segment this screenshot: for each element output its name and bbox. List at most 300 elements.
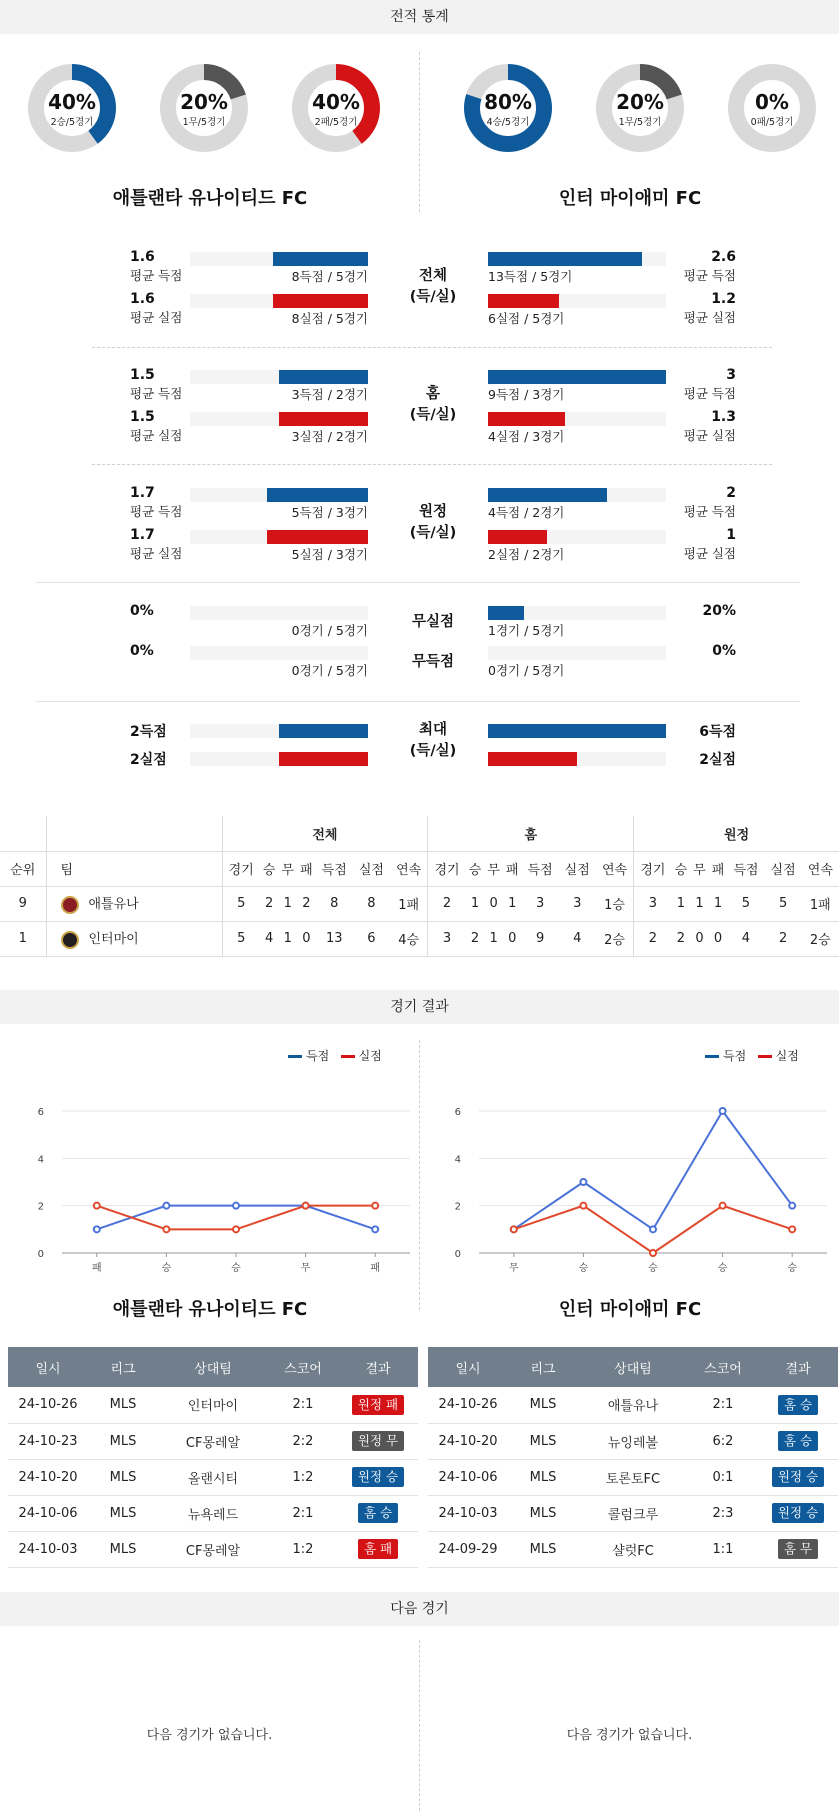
- team-logo: [61, 896, 79, 914]
- col-header: 경기: [434, 863, 460, 878]
- home-max-ga: 2실점: [130, 752, 167, 768]
- result-badge-cell: [758, 1423, 838, 1459]
- away-stat-cell: 2: [676, 931, 686, 946]
- result-date: 24-10-03: [8, 1531, 88, 1567]
- away-max-gf: 6득점: [699, 724, 736, 740]
- home-avg-gf-value: 1.7: [130, 485, 155, 501]
- total-stat-cell: 0: [302, 931, 311, 946]
- table-row: [428, 1387, 838, 1423]
- col-header: 패: [300, 863, 313, 878]
- away-next-empty: 다음 경기가 없습니다.: [566, 1728, 693, 1743]
- goals-for-bar: [267, 488, 368, 502]
- category-label-home: [393, 384, 473, 426]
- stat-label: 평균 득점: [130, 386, 183, 401]
- goals-for-bar: [488, 488, 607, 502]
- donut-record: 4승/5경기: [486, 117, 530, 128]
- stats-section-header: 전적 통계: [0, 0, 839, 34]
- bar-track: [190, 606, 368, 620]
- donut-percent: 40%: [48, 90, 96, 114]
- result-opp: 뉴욕레드: [158, 1495, 268, 1531]
- home-stat-cell: 1: [470, 896, 480, 911]
- donut-percent: 20%: [616, 90, 664, 114]
- away-stat-cell: 1: [695, 896, 704, 911]
- results-col-header: 결과: [338, 1347, 418, 1387]
- donut-record: 2패/5경기: [314, 117, 358, 128]
- away-results-grid: [428, 1347, 838, 1568]
- team-cell: [46, 921, 222, 956]
- away-stat-cell: 2: [778, 931, 788, 946]
- total-stat-cell: 2: [302, 896, 311, 911]
- away-avg-gf-value: 2: [726, 485, 736, 501]
- stat-detail: 13득점 / 5경기: [488, 269, 573, 284]
- y-tick-label: 2: [37, 1201, 44, 1213]
- group-1: 홈: [428, 816, 634, 851]
- result-opp: 토론토FC: [578, 1459, 688, 1495]
- away-avg-gf-value: 0%: [712, 643, 736, 659]
- donut-percent: 0%: [755, 90, 789, 114]
- away-avg-gf-value: 20%: [702, 603, 736, 619]
- team-header: 팀: [46, 851, 222, 886]
- home-stat-cell: 0: [508, 931, 517, 946]
- x-tick-label: 승: [648, 1263, 658, 1274]
- category-title: 원정: [418, 504, 447, 520]
- legend-gf: 득점: [306, 1049, 330, 1063]
- category-label-noscore: [393, 652, 473, 673]
- result-score: 6:2: [688, 1423, 758, 1459]
- home-donut-0: [26, 62, 118, 154]
- col-header: 승: [468, 863, 482, 878]
- category-title: 최대: [418, 722, 447, 738]
- result-league: MLS: [88, 1423, 158, 1459]
- home-stat-cell: 2승: [596, 921, 634, 956]
- team-cell: [46, 886, 222, 921]
- y-tick-label: 0: [454, 1249, 461, 1260]
- total-stat-cell: 5: [237, 896, 246, 911]
- home-max-gf: 2득점: [130, 724, 167, 740]
- table-row: [8, 1387, 418, 1423]
- results-col-header: 리그: [508, 1347, 578, 1387]
- result-opp: 뉴잉레볼: [578, 1423, 688, 1459]
- away-donut-2: [726, 62, 818, 154]
- results-col-header: 일시: [428, 1347, 508, 1387]
- empty-cell: [46, 816, 222, 851]
- away-avg-ga-value: 1.2: [711, 291, 736, 307]
- away-stat-cell: 1: [713, 896, 723, 911]
- home-team-name: 애틀랜타 유나이티드 FC: [112, 188, 308, 209]
- results-col-header: 일시: [8, 1347, 88, 1387]
- donut-percent: 40%: [312, 90, 360, 114]
- result-badge: 원정 승: [772, 1467, 824, 1487]
- result-date: 24-09-29: [428, 1531, 508, 1567]
- x-tick-label: 패: [370, 1263, 381, 1274]
- result-league: MLS: [508, 1531, 578, 1567]
- divider: [36, 701, 800, 702]
- stat-label: 평균 실점: [683, 428, 736, 443]
- col-header: 경기: [228, 863, 254, 878]
- stat-detail: 5실점 / 3경기: [291, 547, 368, 562]
- home-stat-cell: 2: [442, 896, 452, 911]
- home-avg-ga-value: 1.5: [130, 409, 155, 425]
- col-header: 실점: [564, 863, 590, 878]
- result-badge-cell: [338, 1459, 418, 1495]
- team-name: 애틀유나: [88, 897, 139, 913]
- donut-record: 0패/5경기: [750, 117, 794, 128]
- category-sub: (득/실): [409, 289, 457, 305]
- results-col-header: 스코어: [268, 1347, 338, 1387]
- home-avg-gf-value: 1.6: [130, 249, 155, 265]
- table-row: [8, 1531, 418, 1567]
- category-label-max: [393, 720, 473, 762]
- stat-label: 평균 실점: [683, 310, 736, 325]
- home-stat-cell: 9: [535, 931, 545, 946]
- home-avg-ga-value: 1.7: [130, 527, 155, 543]
- home-stat-cell: 4: [573, 931, 582, 946]
- x-tick-label: 승: [717, 1263, 728, 1274]
- table-row: [8, 1495, 418, 1531]
- x-tick-label: 무: [300, 1263, 311, 1274]
- data-point: [511, 1226, 517, 1232]
- result-score: 2:3: [688, 1495, 758, 1531]
- goals-for-bar: [488, 606, 524, 620]
- result-badge-cell: [758, 1531, 838, 1567]
- group-0: 전체: [222, 816, 428, 851]
- data-point: [720, 1108, 726, 1114]
- results-col-header: 상대팀: [578, 1347, 688, 1387]
- away-avg-ga-value: 1.3: [711, 409, 736, 425]
- away-avg-ga-value: 1: [726, 527, 736, 543]
- home-stat-cell: 3: [442, 931, 452, 946]
- table-row: [0, 886, 839, 921]
- away-stat-cell: 5: [741, 896, 751, 911]
- bar-track: [190, 646, 368, 660]
- away-donut-0: [462, 62, 554, 154]
- stat-label: 평균 득점: [130, 504, 183, 519]
- legend-ga: 실점: [358, 1049, 382, 1063]
- total-stat-cell: 2: [265, 896, 274, 911]
- away-result-chart: [447, 1085, 837, 1275]
- result-date: 24-10-06: [8, 1495, 88, 1531]
- empty-cell: [0, 816, 46, 851]
- standings-grid: [0, 816, 839, 957]
- result-league: MLS: [508, 1459, 578, 1495]
- category-sub: (득/실): [409, 407, 457, 423]
- category-sub: (득/실): [409, 743, 457, 759]
- stat-detail: 4득점 / 2경기: [488, 505, 565, 520]
- away-avg-gf-value: 2.6: [711, 249, 736, 265]
- result-badge: 홈 승: [358, 1503, 398, 1523]
- home-stat-cell: 0: [489, 896, 498, 911]
- y-tick-label: 6: [454, 1107, 461, 1118]
- next-section-header: 다음 경기: [0, 1592, 839, 1626]
- results-col-header: 상대팀: [158, 1347, 268, 1387]
- data-point: [233, 1203, 239, 1209]
- home-results-grid: [8, 1347, 418, 1568]
- results-col-header: 리그: [88, 1347, 158, 1387]
- donut-record: 2승/5경기: [50, 117, 94, 128]
- col-header: 득점: [321, 863, 347, 878]
- total-stat-cell: 4: [265, 931, 274, 946]
- away-stat-cell: 3: [648, 896, 658, 911]
- result-badge: 홈 승: [778, 1395, 818, 1415]
- category-label-away: [393, 502, 473, 544]
- result-league: MLS: [88, 1495, 158, 1531]
- data-point: [650, 1250, 656, 1256]
- goals-for-bar: [279, 370, 368, 384]
- home-avg-gf-value: 0%: [130, 643, 154, 659]
- col-header: 승: [674, 863, 688, 878]
- divider: [36, 582, 800, 583]
- stat-detail: 4실점 / 3경기: [488, 429, 565, 444]
- goals-against-bar: [488, 530, 547, 544]
- data-point: [163, 1203, 169, 1209]
- result-score: 1:2: [268, 1459, 338, 1495]
- data-point: [303, 1203, 309, 1209]
- home-stat-cell: 3: [535, 896, 545, 911]
- goals-against-bar: [279, 412, 368, 426]
- home-stat-cell: 1: [489, 931, 498, 946]
- result-opp: 애틀유나: [578, 1387, 688, 1423]
- result-badge-cell: [338, 1423, 418, 1459]
- table-row: [8, 1423, 418, 1459]
- result-score: 0:1: [688, 1459, 758, 1495]
- col-header: 승: [262, 863, 276, 878]
- x-tick-label: 승: [578, 1263, 589, 1274]
- col-header: 패: [711, 863, 725, 878]
- result-badge: 홈 무: [778, 1539, 818, 1559]
- away-avg-gf-value: 3: [726, 367, 736, 383]
- category-title: 홈: [425, 386, 440, 402]
- away-stat-cell: 0: [695, 931, 704, 946]
- results-header-row: [8, 1347, 418, 1387]
- data-point: [94, 1203, 100, 1209]
- home-result-chart: [30, 1085, 420, 1275]
- data-point: [789, 1226, 795, 1232]
- total-stat-cell: 6: [367, 931, 376, 946]
- divider: [92, 347, 772, 348]
- stat-detail: 3실점 / 2경기: [291, 429, 368, 444]
- group-header-row: [0, 816, 839, 851]
- stat-detail: 0경기 / 5경기: [291, 623, 368, 638]
- result-badge-cell: [338, 1495, 418, 1531]
- result-date: 24-10-03: [428, 1495, 508, 1531]
- col-header: 무: [487, 863, 500, 878]
- result-badge-cell: [338, 1531, 418, 1567]
- result-opp: 콜럼크루: [578, 1495, 688, 1531]
- legend-ga-swatch: [758, 1055, 772, 1058]
- stat-label: 평균 득점: [683, 504, 736, 519]
- divider: [92, 464, 772, 465]
- away-donut-1: [594, 62, 686, 154]
- stat-detail: 8실점 / 5경기: [291, 311, 368, 326]
- away-stat-cell: 1패: [809, 898, 831, 913]
- col-header: 패: [505, 863, 519, 878]
- table-row: [428, 1459, 838, 1495]
- result-badge-cell: [758, 1459, 838, 1495]
- team-name: 인터마이: [88, 932, 139, 948]
- stat-detail: 9득점 / 3경기: [488, 387, 565, 402]
- stat-label: 평균 득점: [130, 268, 183, 283]
- result-badge-cell: [338, 1387, 418, 1423]
- rank-header: 순위: [0, 851, 46, 886]
- donut-record: 1무/5경기: [618, 117, 662, 128]
- away-stat-cell: 2: [648, 931, 658, 946]
- team-logo: [61, 931, 79, 949]
- column-header-row: [0, 851, 839, 886]
- home-donut-1: [158, 62, 250, 154]
- result-badge: 원정 승: [772, 1503, 824, 1523]
- goals-for-bar: [273, 252, 368, 266]
- stat-label: 평균 실점: [130, 546, 183, 561]
- away-stat-cell: 5: [778, 896, 788, 911]
- table-row: [8, 1459, 418, 1495]
- data-point: [580, 1203, 586, 1209]
- result-league: MLS: [508, 1423, 578, 1459]
- table-row: [428, 1495, 838, 1531]
- series-line-goals-for: [514, 1111, 792, 1229]
- x-tick-label: 무: [508, 1263, 519, 1274]
- team-divider: [419, 52, 420, 212]
- group-2: 원정: [724, 827, 750, 843]
- away-chart-legend: [705, 1047, 799, 1064]
- result-league: MLS: [88, 1459, 158, 1495]
- x-tick-label: 승: [787, 1263, 798, 1274]
- goals-against-bar: [267, 530, 368, 544]
- category-title: 무득점: [411, 654, 455, 670]
- stat-detail: 1경기 / 5경기: [488, 623, 565, 638]
- data-point: [650, 1226, 656, 1232]
- col-header: 경기: [640, 863, 666, 878]
- home-avg-ga-value: 1.6: [130, 291, 155, 307]
- result-score: 2:1: [268, 1387, 338, 1423]
- result-league: MLS: [88, 1387, 158, 1423]
- goals-for-bar: [488, 252, 642, 266]
- goals-against-bar: [488, 412, 565, 426]
- category-title: 전체: [418, 268, 447, 284]
- stat-detail: 0경기 / 5경기: [488, 663, 565, 678]
- result-opp: 올랜시티: [158, 1459, 268, 1495]
- results-section-header: 경기 결과: [0, 990, 839, 1024]
- goals-for-bar: [488, 370, 666, 384]
- result-date: 24-10-20: [428, 1423, 508, 1459]
- legend-gf-swatch: [288, 1055, 302, 1058]
- home-avg-gf-value: 0%: [130, 603, 154, 619]
- y-tick-label: 4: [37, 1154, 44, 1166]
- rank-cell: 9: [0, 886, 46, 921]
- y-tick-label: 0: [37, 1249, 44, 1260]
- x-tick-label: 승: [231, 1263, 241, 1274]
- rank-cell: 1: [0, 921, 46, 956]
- result-score: 2:2: [268, 1423, 338, 1459]
- home-stat-cell: 1: [508, 896, 517, 911]
- total-stat-cell: 8: [330, 896, 339, 911]
- away-team-name: 인터 마이애미 FC: [558, 188, 702, 209]
- bar-track: [488, 646, 666, 660]
- result-opp: CF몽레알: [158, 1531, 268, 1567]
- col-header: 연속: [596, 851, 634, 886]
- data-point: [580, 1179, 586, 1185]
- result-date: 24-10-20: [8, 1459, 88, 1495]
- legend-ga-swatch: [341, 1055, 355, 1058]
- stat-label: 평균 실점: [130, 310, 183, 325]
- result-score: 1:2: [268, 1531, 338, 1567]
- col-header: 무: [281, 863, 295, 878]
- home-stat-cell: 2: [470, 931, 480, 946]
- result-date: 24-10-23: [8, 1423, 88, 1459]
- data-point: [789, 1203, 795, 1209]
- stat-detail: 0경기 / 5경기: [291, 663, 368, 678]
- stat-label: 평균 득점: [683, 268, 736, 283]
- results-header-row: [428, 1347, 838, 1387]
- result-score: 2:1: [268, 1495, 338, 1531]
- results-col-header: 결과: [758, 1347, 838, 1387]
- home-stat-cell: 1승: [596, 886, 634, 921]
- result-badge: 홈 승: [778, 1431, 818, 1451]
- stat-detail: 6실점 / 5경기: [488, 311, 565, 326]
- max-conceded-bar: [279, 752, 368, 766]
- data-point: [163, 1226, 169, 1232]
- results-col-header: 스코어: [688, 1347, 758, 1387]
- col-header: 득점: [527, 863, 553, 878]
- goals-against-bar: [273, 294, 368, 308]
- result-league: MLS: [508, 1387, 578, 1423]
- home-avg-gf-value: 1.5: [130, 367, 155, 383]
- result-date: 24-10-26: [8, 1387, 88, 1423]
- x-tick-label: 패: [91, 1263, 102, 1274]
- result-opp: 샬럿FC: [578, 1531, 688, 1567]
- result-league: MLS: [508, 1495, 578, 1531]
- category-label-total: [393, 266, 473, 308]
- category-title: 무실점: [411, 614, 455, 630]
- max-conceded-bar: [488, 752, 577, 766]
- col-header: 연속: [807, 863, 833, 878]
- legend-gf-swatch: [705, 1055, 719, 1058]
- home-next-empty: 다음 경기가 없습니다.: [146, 1728, 273, 1743]
- legend-gf: 득점: [723, 1049, 747, 1063]
- goals-against-bar: [488, 294, 559, 308]
- total-stat-cell: 1: [283, 896, 292, 911]
- category-label-clean: [393, 612, 473, 633]
- total-stat-cell: 8: [367, 896, 376, 911]
- away-team-name-results: 인터 마이애미 FC: [558, 1299, 702, 1320]
- table-row: [428, 1423, 838, 1459]
- away-max-ga: 2실점: [699, 752, 736, 768]
- result-league: MLS: [88, 1531, 158, 1567]
- col-header: 득점: [733, 863, 759, 878]
- data-point: [94, 1226, 100, 1232]
- stat-label: 평균 득점: [683, 386, 736, 401]
- max-goals-bar: [279, 724, 368, 738]
- y-tick-label: 4: [454, 1154, 461, 1166]
- total-stat-cell: 4승: [390, 921, 428, 956]
- away-stat-cell: 4: [741, 931, 751, 946]
- table-row: [428, 1531, 838, 1567]
- result-opp: 인터마이: [158, 1387, 268, 1423]
- donut-record: 1무/5경기: [182, 117, 226, 128]
- data-point: [720, 1203, 726, 1209]
- stat-label: 평균 실점: [130, 428, 183, 443]
- home-stat-cell: 3: [573, 896, 582, 911]
- result-badge: 원정 무: [352, 1431, 404, 1451]
- home-team-name-results: 애틀랜타 유나이티드 FC: [112, 1299, 308, 1320]
- result-badge: 원정 승: [352, 1467, 404, 1487]
- result-badge: 원정 패: [352, 1395, 404, 1415]
- col-header: 실점: [358, 863, 384, 878]
- col-header: 무: [693, 863, 706, 878]
- data-point: [372, 1203, 378, 1209]
- donut-percent: 80%: [484, 90, 532, 114]
- result-score: 1:1: [688, 1531, 758, 1567]
- table-row: [0, 921, 839, 956]
